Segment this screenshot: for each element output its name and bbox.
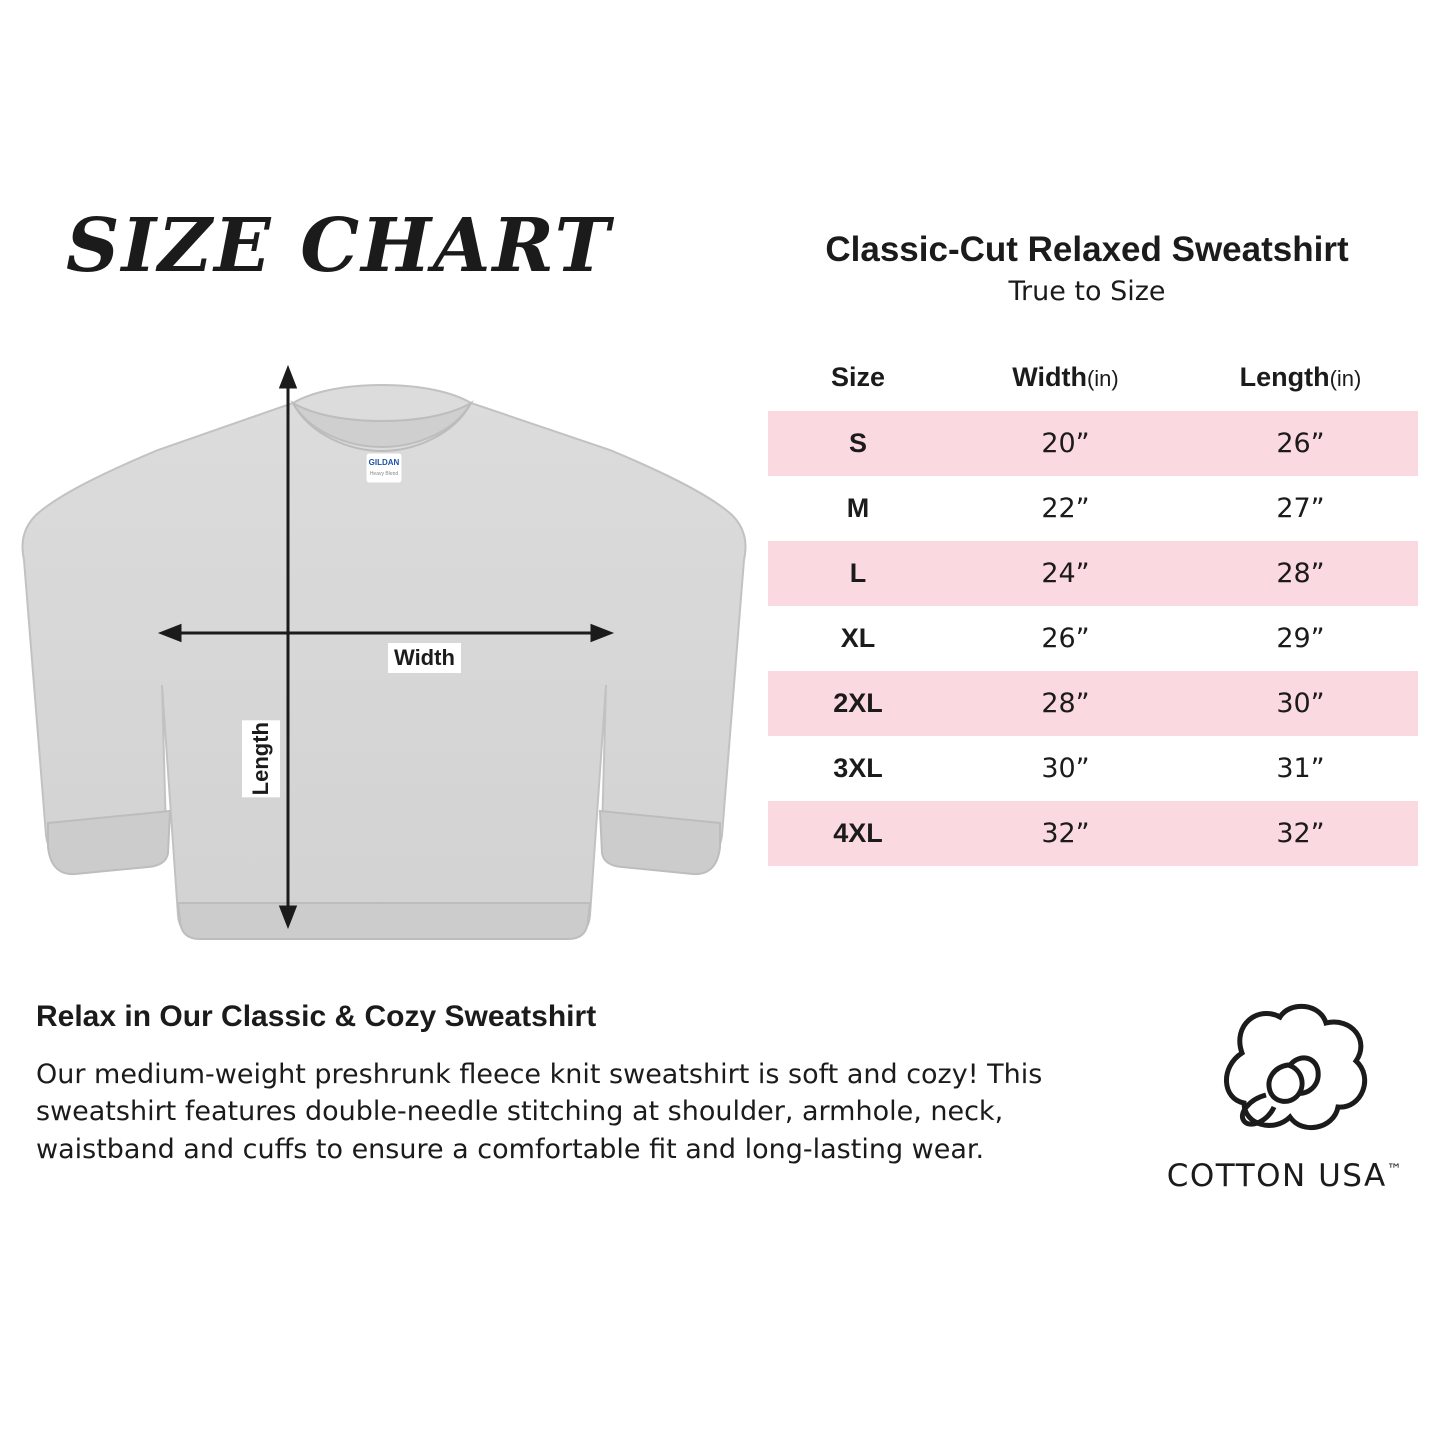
cell-length: 26” xyxy=(1183,411,1418,476)
cell-size: 3XL xyxy=(833,753,883,783)
description-body: Our medium-weight preshrunk fleece knit sweatshirt is soft and cozy! This sweatshirt features double-needle stitching at shoulder, armhole, neck, waistband and cuffs to ensure a comfortable fit and long-lasting wear. xyxy=(36,1059,1043,1165)
table-row xyxy=(768,801,1418,866)
product-name: Classic-Cut Relaxed Sweatshirt xyxy=(825,230,1349,269)
svg-text:GILDAN: GILDAN xyxy=(368,458,400,467)
cell-size: XL xyxy=(840,623,876,653)
cell-length: 32” xyxy=(1183,801,1418,866)
trademark-symbol: ™ xyxy=(1386,1160,1404,1179)
cell-size: 4XL xyxy=(768,801,948,866)
table-row xyxy=(768,476,1418,541)
cell-width: 20” xyxy=(948,411,1183,476)
cell-width: 22” xyxy=(1041,493,1090,524)
table-row xyxy=(768,411,1418,476)
header-text-width: Width xyxy=(1012,362,1087,392)
header xyxy=(0,195,1445,325)
cell-width: 32” xyxy=(948,801,1183,866)
cell-width: 28” xyxy=(948,671,1183,736)
page-title: SIZE CHART xyxy=(66,203,612,289)
cell-width: 26” xyxy=(1041,623,1090,654)
table-row xyxy=(768,736,1418,801)
cell-length: 30” xyxy=(1183,671,1418,736)
size-table xyxy=(768,352,1418,866)
measurements-table xyxy=(768,352,1418,866)
table-row xyxy=(768,606,1418,671)
table-header-row xyxy=(768,352,1418,411)
sweatshirt-illustration xyxy=(10,355,755,955)
sweatshirt-graphic xyxy=(10,355,755,955)
column-header-width xyxy=(948,352,1183,411)
header-unit-length: (in) xyxy=(1329,366,1362,391)
logo-label: COTTON USA xyxy=(1166,1158,1387,1194)
cell-size: L xyxy=(768,541,948,606)
header-text-length: Length xyxy=(1239,362,1330,392)
cell-length: 27” xyxy=(1276,493,1325,524)
product-heading xyxy=(742,231,1432,307)
column-header-length xyxy=(1183,352,1418,411)
table-row xyxy=(768,541,1418,606)
description-heading: Relax in Our Classic & Cozy Sweatshirt xyxy=(36,1000,597,1033)
cell-length: 31” xyxy=(1276,753,1325,784)
header-text-size: Size xyxy=(830,362,886,392)
column-header-size xyxy=(768,352,948,411)
cell-size: 2XL xyxy=(768,671,948,736)
cell-size: M xyxy=(846,493,870,523)
cotton-usa-text xyxy=(1140,1158,1430,1194)
svg-text:Heavy Blend: Heavy Blend xyxy=(369,471,399,477)
header-unit-width: (in) xyxy=(1086,366,1119,391)
cell-length: 28” xyxy=(1183,541,1418,606)
product-subtitle: True to Size xyxy=(1008,275,1166,307)
table-row xyxy=(768,671,1418,736)
length-label: Length xyxy=(242,720,280,797)
description-block xyxy=(36,1000,1116,1168)
width-label: Width xyxy=(388,643,461,673)
cell-length: 29” xyxy=(1276,623,1325,654)
cell-width: 30” xyxy=(1041,753,1090,784)
cotton-usa-logo xyxy=(1140,995,1430,1194)
cell-size: S xyxy=(768,411,948,476)
cell-width: 24” xyxy=(948,541,1183,606)
cotton-boll-icon xyxy=(1170,995,1400,1145)
